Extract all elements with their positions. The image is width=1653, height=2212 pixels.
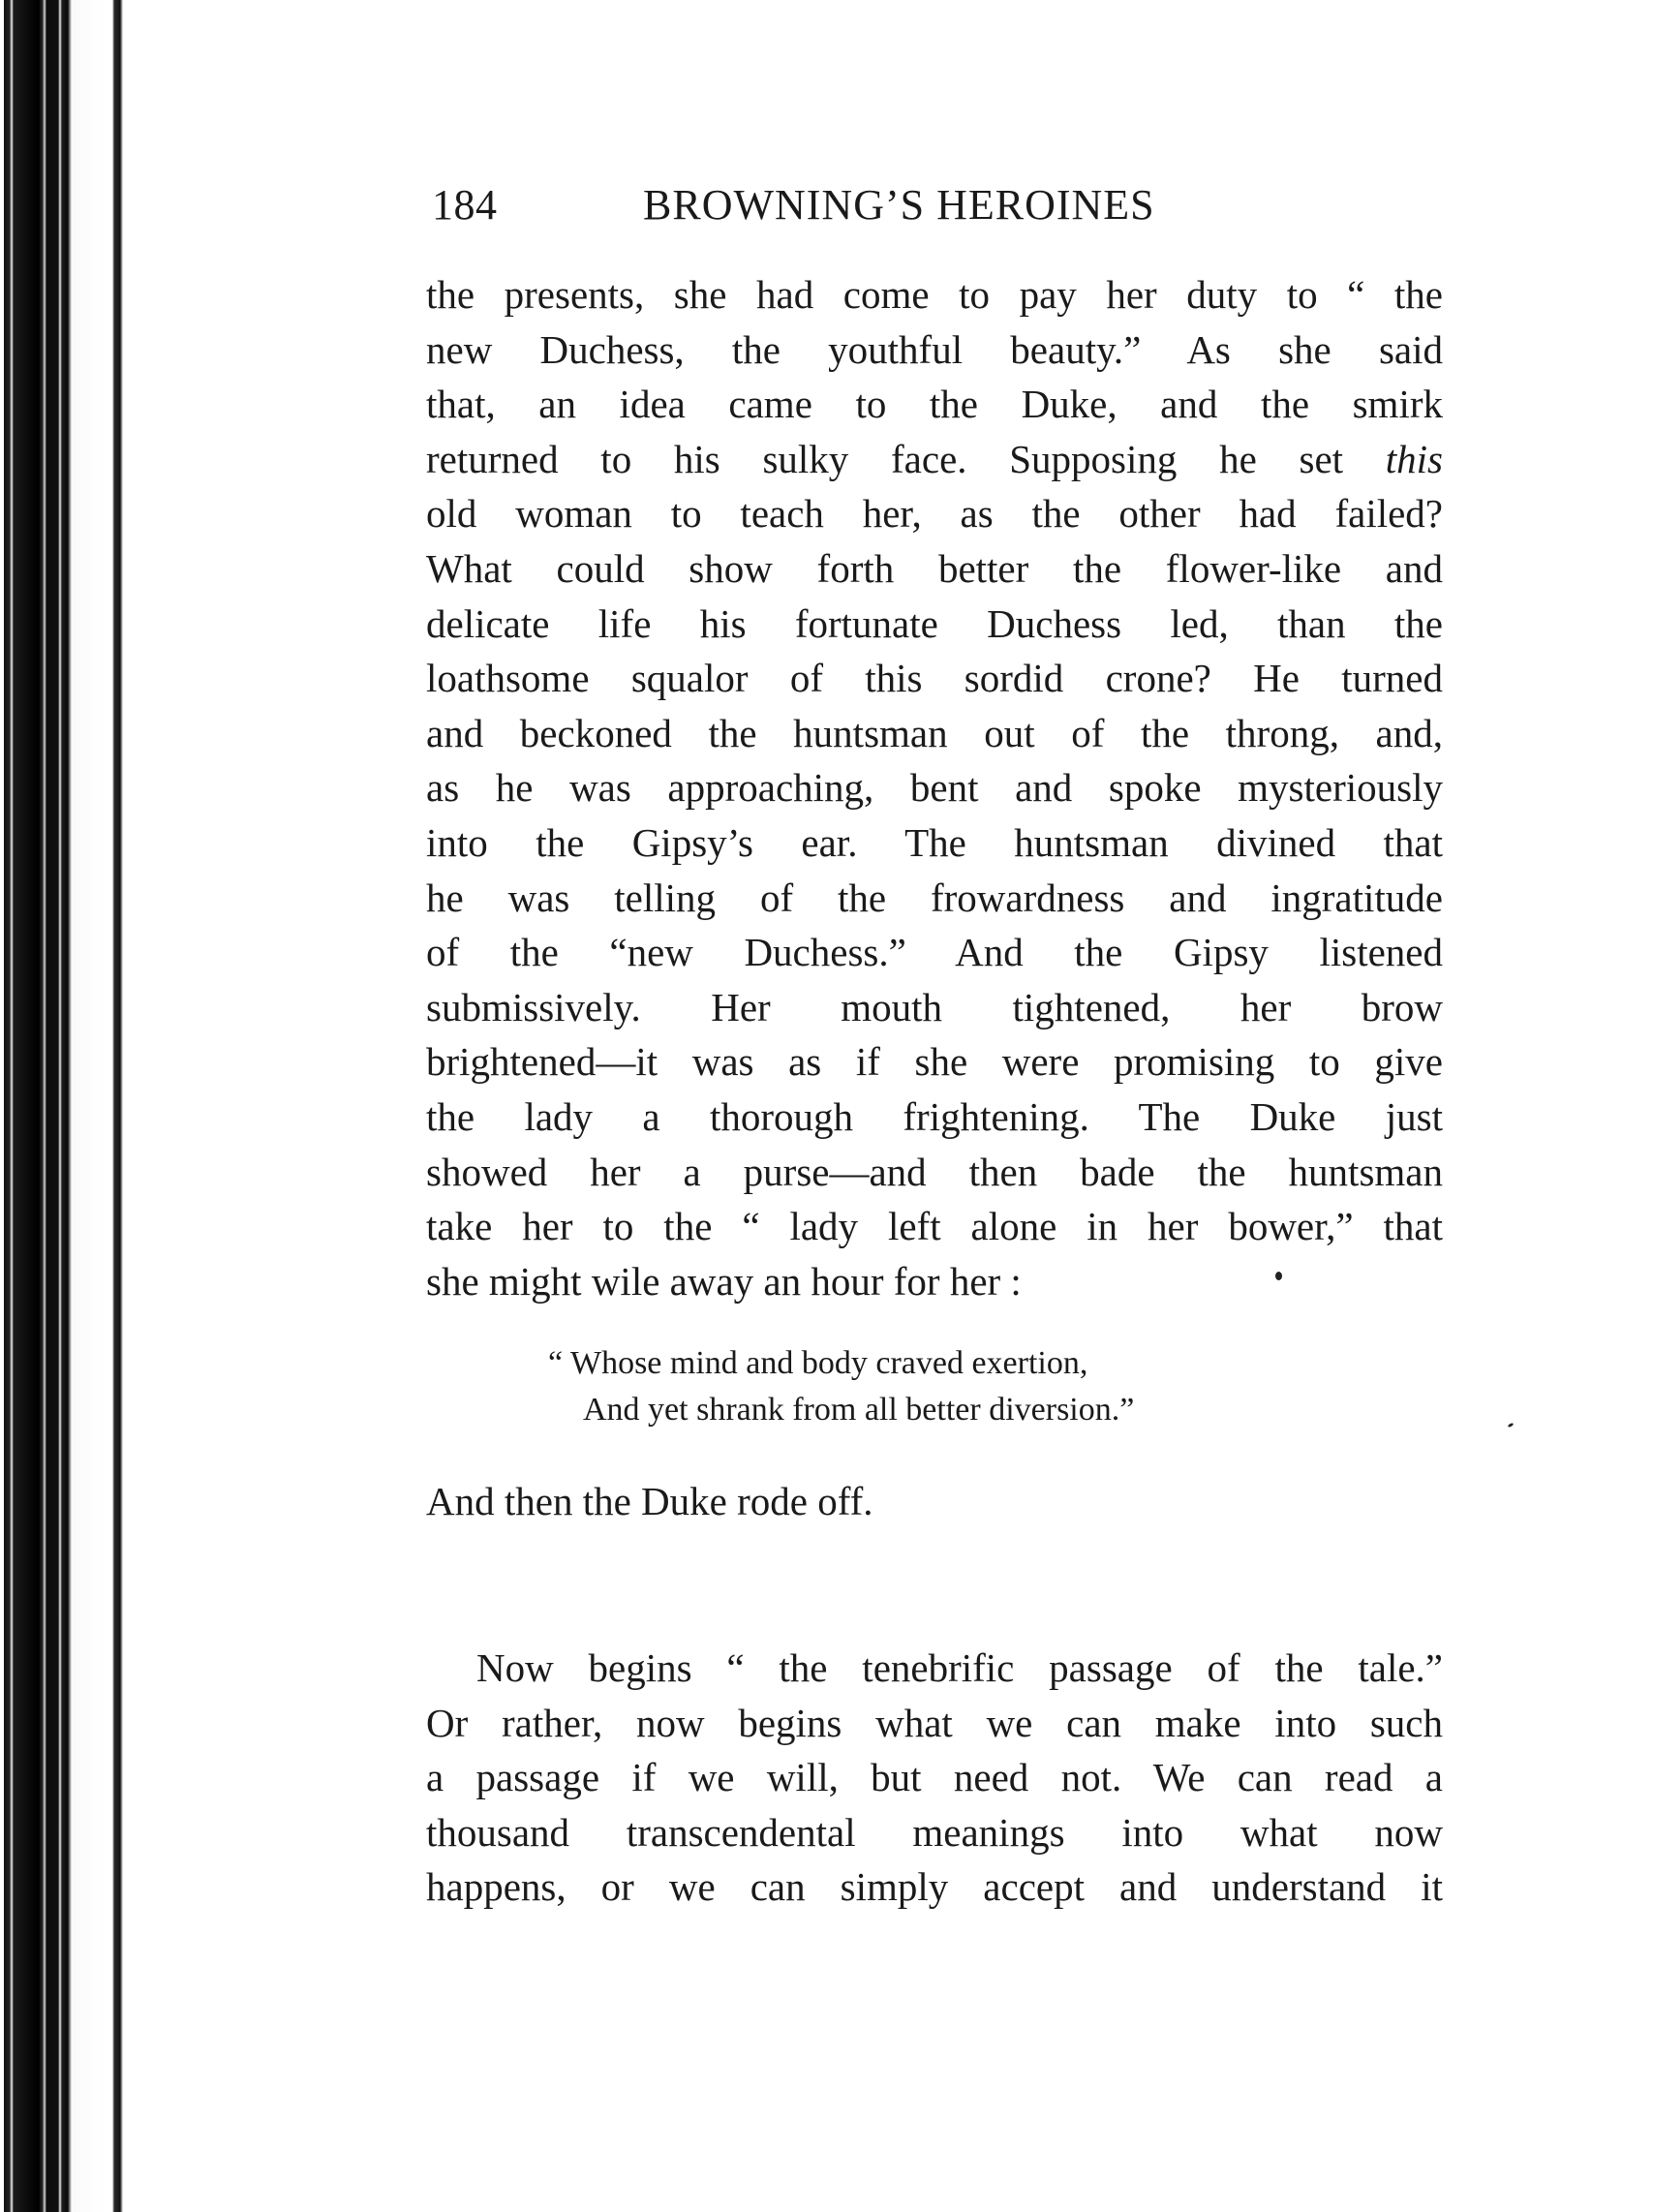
text-line-with-italic: [426, 432, 1443, 487]
text-line: of the “new Duchess.” And the Gipsy listened: [426, 930, 1443, 975]
text-line: that, an idea came to the Duke, and the smirk: [426, 382, 1443, 427]
running-head: BROWNING’S HEROINES: [643, 181, 1155, 229]
text-line: old woman to teach her, as the other had failed?: [426, 491, 1443, 537]
text-line: delicate life his fortunate Duchess led, than the: [426, 600, 1443, 646]
text-line: into the Gipsy’s ear. The huntsman divined that: [426, 819, 1443, 865]
text-line: happens, or we can simply accept and understand it: [426, 1864, 1443, 1910]
text-line: she might wile away an hour for her :: [426, 1258, 1022, 1304]
text-line: and beckoned the huntsman out of the throng, and,: [426, 710, 1443, 755]
text-line-prefix: returned to his sulky face. Supposing he set: [426, 436, 1386, 481]
text-line: submissively. Her mouth tightened, her brow: [426, 984, 1443, 1029]
text-line: the presents, she had come to pay her duty to “ the: [426, 272, 1443, 317]
text-line: the lady a thorough frightening. The Duke just: [426, 1093, 1443, 1139]
scan-speck: [1508, 1423, 1515, 1429]
page-number: 184: [432, 181, 498, 229]
verse-line: “ Whose mind and body craved exertion,: [548, 1345, 1088, 1381]
text-line: What could show forth better the flower-like and: [426, 545, 1443, 591]
text-line: Or rather, now begins what we can make into such: [426, 1700, 1443, 1745]
text-line: loathsome squalor of this sordid crone? He turned: [426, 656, 1443, 701]
text-line: a passage if we will, but need not. We can read a: [426, 1755, 1443, 1800]
verse-quotation: [548, 1340, 1134, 1433]
text-line: showed her a purse—and then bade the huntsman: [426, 1149, 1443, 1194]
paragraph-2: [426, 1641, 1443, 1915]
text-line: thousand transcendental meanings into what now: [426, 1809, 1443, 1855]
text-line: brightened—it was as if she were promising to give: [426, 1039, 1443, 1085]
text-line: Now begins “ the tenebrific passage of the tale.”: [476, 1645, 1443, 1690]
text-line: take her to the “ lady left alone in her bower,” that: [426, 1204, 1443, 1249]
text-line: as he was approaching, bent and spoke mysteriously: [426, 765, 1443, 811]
paragraph-1: [426, 267, 1443, 1308]
text-line: new Duchess, the youthful beauty.” As she said: [426, 326, 1443, 372]
italic-word: this: [1385, 436, 1443, 481]
after-verse-line: And then the Duke rode off.: [426, 1479, 873, 1523]
verse-line: And yet shrank from all better diversion.”: [583, 1392, 1135, 1428]
book-binding-edge: [0, 0, 136, 2212]
page-header: [432, 180, 1449, 238]
scan-speck: [1275, 1272, 1282, 1280]
text-line: he was telling of the frowardness and ingratitude: [426, 875, 1443, 920]
